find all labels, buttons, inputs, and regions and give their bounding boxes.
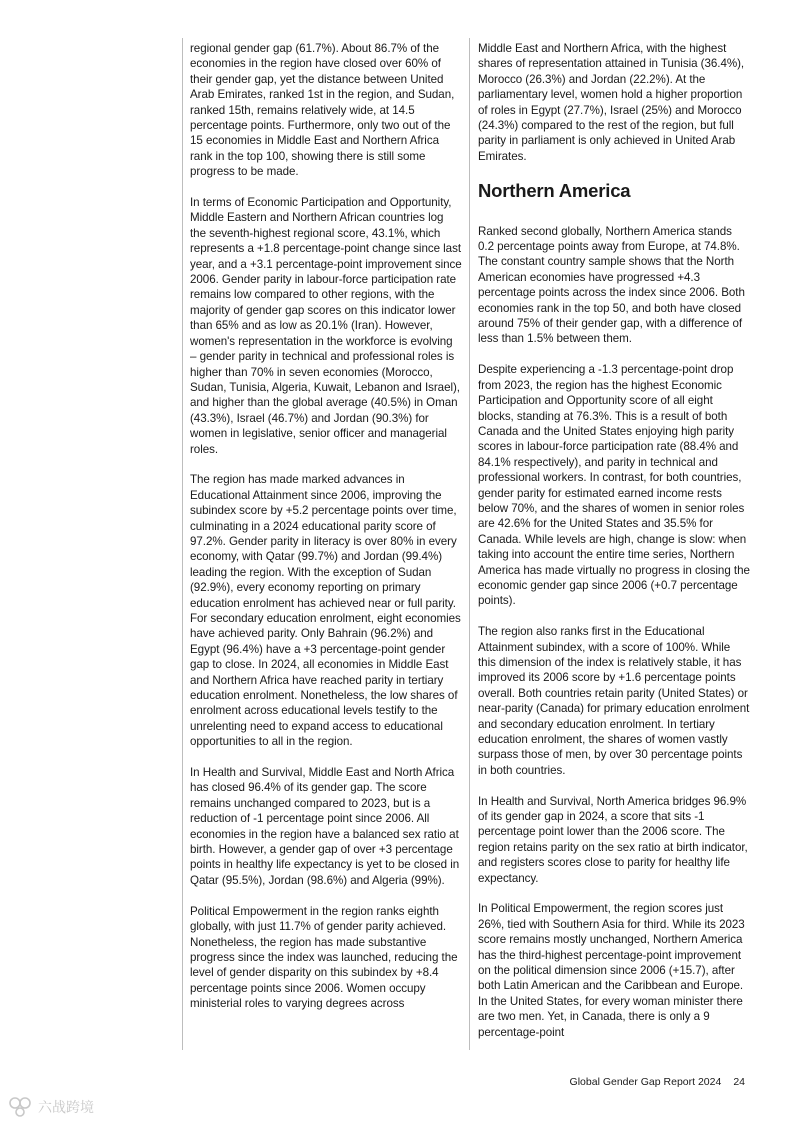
paragraph: The region has made marked advances in Educational Attainment since 2006, improving the subindex score by +5.2 percentage points over time, culminating in a 2024 educational parity score of 97.2%. Gender parity in literacy is over 80% in every economy, with Qatar (99.7%) and Jordan (99.4%) leading the region. With the exception of Sudan (92.9%), every economy reporting on primary education enrolment has achieved near or full parity. For secondary education enrolment, eight economies have achieved parity. Only Bahrain (96.2%) and Egypt (96.4%) have a +3 percentage-point gender gap to close. In 2024, all economies in Middle East and Northern Africa have reached parity in tertiary education enrolment. Nonetheless, the low shares of enrolment across educational levels testify to the unrelenting need to expand access to educational opportunities to all in the region. xyxy=(190,473,461,749)
page-number: 24 xyxy=(733,1076,745,1088)
paragraph: In Health and Survival, North America bridges 96.9% of its gender gap in 2024, a score that sits -1 percentage point lower than the 2006 score. The region retains parity on the sex ratio at birth indicator, and registers scores close to parity for healthy life expectancy. xyxy=(478,794,748,885)
paragraph: In terms of Economic Participation and Opportunity, Middle Eastern and Northern African countries log the seventh-highest regional score, 43.1%, which represents a +1.8 percentage-point change since last year, and a +3.1 percentage-point improvement since 2006. Gender parity in labour-force participation rate remains low compared to other regions, with the majority of gender gap scores on this indicator lower than 65% and as low as 20.1% (Iran). However, women's representation in the workforce is evolving – gender parity in technical and professional roles is higher than 70% in seven economies (Morocco, Sudan, Tunisia, Algeria, Kuwait, Lebanon and Israel), and higher than the global average (40.5%) in Oman (43.3%), Israel (46.7%) and Jordan (90.3%) for women in legislative, senior officer and managerial roles. xyxy=(190,196,462,456)
paragraph: In Health and Survival, Middle East and North Africa has closed 96.4% of its gender gap. The score remains unchanged compared to 2023, but is a reduction of -1 percentage point since 2006. All economies in the region have a balanced sex ratio at birth. However, a gender gap of over +3 percentage points in healthy life expectancy is yet to be closed in Qatar (95.5%), Jordan (98.6%) and Algeria (99%). xyxy=(190,766,460,887)
paragraph: Middle East and Northern Africa, with the highest shares of representation attained in Tunisia (36.4%), Morocco (26.3%) and Jordan (22.2%). At the parliamentary level, women hold a higher proportion of roles in Egypt (27.7%), Israel (25%) and Morocco (24.3%) compared to the rest of the region, but full parity in parliament is only achieved in United Arab Emirates. xyxy=(478,42,745,163)
right-column xyxy=(478,41,750,1056)
left-column xyxy=(190,41,462,1027)
paragraph: The region also ranks first in the Educational Attainment subindex, with a score of 100%. While this dimension of the index is relatively stable, it has improved its 2006 score by +1.6 percentage points overall. Both countries retain parity (United States) or near-parity (Canada) for primary education enrolment and secondary education enrolment. In tertiary education enrolment, the shares of women vastly surpass those of men, by over 30 percentage points in both countries. xyxy=(478,625,750,777)
center-column-rule xyxy=(469,38,470,1050)
section-heading: Northern America xyxy=(478,179,631,201)
paragraph: Despite experiencing a -1.3 percentage-point drop from 2023, the region has the highest Economic Participation and Opportunity score of all eight blocks, standing at 76.3%. This is a result of both Canada and the United States enjoying high parity scores in labour-force participation rate (88.4% and 84.1% respectively), and parity in technical and professional workers. In contrast, for both countries, gender parity for estimated earned income rests below 70%, and the shares of women in senior roles are 42.6% for the United States and 35.5% for Canada. While levels are high, change is slow: when taking into account the entire time series, Northern America has made virtually no progress in closing the economic gender gap since 2006 (+0.7 percentage points). xyxy=(478,363,750,608)
left-column-rule xyxy=(182,38,183,1050)
paragraph: regional gender gap (61.7%). About 86.7% of the economies in the region have closed over 60% of their gender gap, yet the distance between United Arab Emirates, ranked 1st in the region, and Sudan, ranked 15th, remains relatively wide, at 14.5 percentage points. Furthermore, only two out of the 15 economies in Middle East and Northern Africa rank in the top 100, showing there is still some progress to be made. xyxy=(190,42,455,179)
paragraph: Ranked second globally, Northern America stands 0.2 percentage points away from Europe, at 74.8%. The constant country sample shows that the North American economies have progressed +4.3 percentage points across the index since 2006. Both economies rank in the top 50, and both have closed around 75% of their gender gap, with a difference of less than 1.5% between them. xyxy=(478,224,745,346)
watermark-logo xyxy=(8,1093,118,1119)
report-title: Global Gender Gap Report 2024 xyxy=(569,1076,722,1088)
svg-text:六战跨境: 六战跨境 xyxy=(38,1100,94,1116)
page-footer xyxy=(570,1076,745,1088)
paragraph: Political Empowerment in the region ranks eighth globally, with just 11.7% of gender parity achieved. Nonetheless, the region has made substantive progress since the index was launched, reducing the level of gender disparity on this subindex by +8.4 percentage points since 2006. Women occupy ministerial roles to varying degrees across xyxy=(190,904,458,1011)
paragraph: In Political Empowerment, the region scores just 26%, tied with Southern Asia for third. While its 2023 score remains mostly unchanged, Northern America has the third-highest percentage-point improvement on the political dimension since 2006 (+15.7), after both Latin American and the Caribbean and Europe. In the United States, for every woman minister there are two men. Yet, in Canada, there is only a 9 percentage-point xyxy=(478,902,745,1039)
